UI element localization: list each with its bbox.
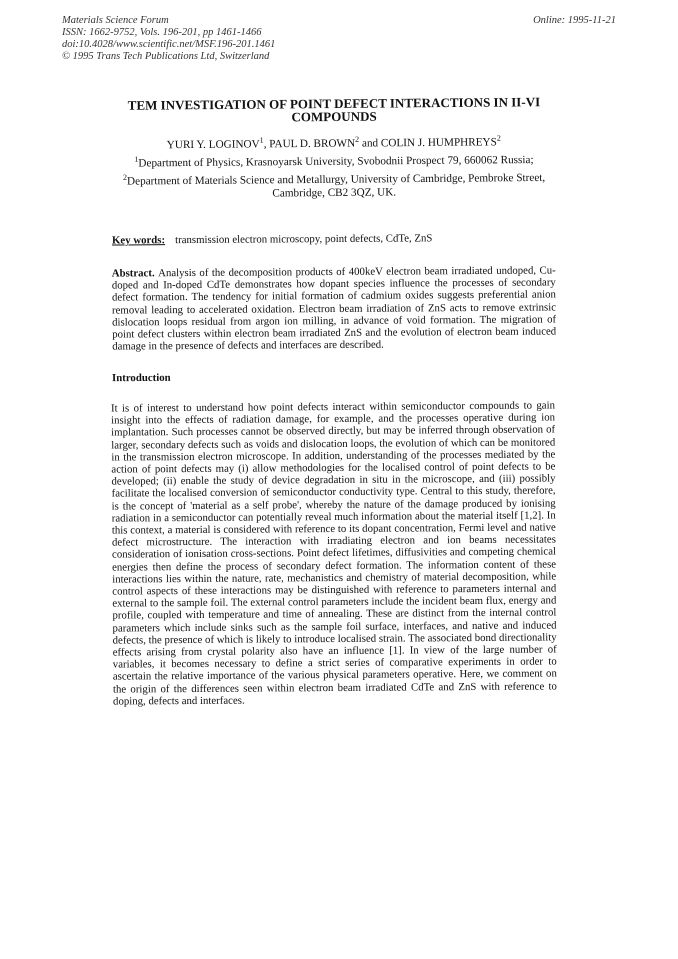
affiliation-2-text-line-1: Department of Materials Science and Metallurgy, University of Cambridge, Pembroke Street,: [126, 171, 546, 188]
author-1: YURI Y. LOGINOV: [166, 138, 260, 152]
journal-name: Materials Science Forum: [62, 15, 169, 26]
paper-title: [112, 95, 556, 125]
introduction-paragraph: It is of interest to understand how point defects interact within semiconductor compounds to gain insight into the effects of radiation damage, for example, and the processes operative during ion implantation. Such processes cannot be observed directly, but may be inferred through observation of larger, secondary defects such as voids and dislocation loops, the evolution of which can be monitored in the transmission electron microscope. In addition, understanding of the processes mediated by the action of point defects may (i) allow methodologies for the localised control of point defects to be developed; (ii) enable the study of device degradation in situ in the microscope, and (iii) possibly facilitate the localised conversion of semiconductor conductivity type. Central to this study, therefore, is the concept of 'material as a self probe', whereby the nature of the damage produced by ionising radiation in a semiconductor can potentially reveal much information about the material itself [1,2]. In this context, a material is considered with reference to its dopant concentration, Fermi level and native defect microstructure. The interaction with irradiating electron and ion beams necessitates consideration of ionisation cross-sections. Point defect lifetimes, diffusivities and competing chemical energies then define the process of secondary defect formation. The information content of these interactions lies within the nature, rate, mechanistics and chemistry of material decomposition, while control aspects of these interactions may be distinguished with reference to parameters internal and external to the sample foil. The external control parameters include the incident beam flux, energy and profile, coupled with temperature and time of annealing. These are distinct from the internal control parameters which include sinks such as the sample foil surface, interfaces, and native and induced defects, the presence of which is likely to introduce localised strain. The associated bond directionality effects arising from crystal polarity also have an influence [1]. In view of the large number of variables, it becomes necessary to define a strict series of comparative experiments in order to ascertain the relative importance of the various physical parameters operative. Here, we comment on the origin of the differences seen within electron beam irradiated CdTe and ZnS with reference to doping, defects and interfaces.: [110, 399, 557, 708]
author-separator: and: [359, 137, 381, 150]
author-3-affil-mark: 2: [496, 133, 501, 143]
author-3: COLIN J. HUMPHREYS: [380, 136, 497, 150]
online-date: Online: 1995-11-21: [533, 15, 616, 26]
abstract-label: Abstract.: [111, 267, 155, 280]
author-1-affil-mark: 1: [259, 135, 264, 145]
author-block: [112, 131, 557, 202]
affiliation-2-line-2: Cambridge, CB2 3QZ, UK.: [272, 186, 397, 200]
issn-line: ISSN: 1662-9752, Vols. 196-201, pp 1461-1466: [62, 27, 262, 38]
title-line-1: TEM INVESTIGATION OF POINT DEFECT INTERACTIONS IN II-VI: [127, 94, 541, 113]
copyright-line: © 1995 Trans Tech Publications Ltd, Switzerland: [62, 51, 270, 62]
author-separator: ,: [263, 138, 270, 151]
author-2: PAUL D. BROWN: [269, 137, 356, 151]
keywords-label: Key words:: [111, 234, 166, 247]
doi-line: doi:10.4028/www.scientific.net/MSF.196-201.1461: [62, 39, 276, 50]
author-2-affil-mark: 2: [355, 134, 360, 144]
abstract: [112, 264, 557, 353]
title-line-2: COMPOUNDS: [291, 108, 377, 125]
affiliation-2-mark: 2: [122, 172, 128, 182]
affiliation-1-text: Department of Physics, Krasnoyarsk University, Svobodnii Prospect 79, 660062 Russia;: [138, 153, 534, 170]
introduction-heading: Introduction: [111, 372, 171, 385]
paper-body: [110, 94, 557, 708]
keywords-text: transmission electron microscopy, point defects, CdTe, ZnS: [175, 232, 433, 247]
keywords: [112, 231, 556, 246]
abstract-text: Analysis of the decomposition products of 400keV electron beam irradiated undoped, Cu-doped and In-doped CdTe demonstrates how dopant species influence the processes of secondary defect formation. The tendency for initial formation of cadmium oxides suggests preferential anion removal leading to accelerated oxidation. Electron beam irradiation of ZnS acts to remove extrinsic dislocation loops residual from argon ion milling, in advance of void formation. The migration of point defect clusters within electron beam irradiated ZnS and the evolution of electron beam induced damage in the presence of defects and interfaces are described.: [111, 264, 557, 353]
journal-header: [62, 15, 616, 63]
affiliation-1-mark: 1: [134, 154, 139, 164]
